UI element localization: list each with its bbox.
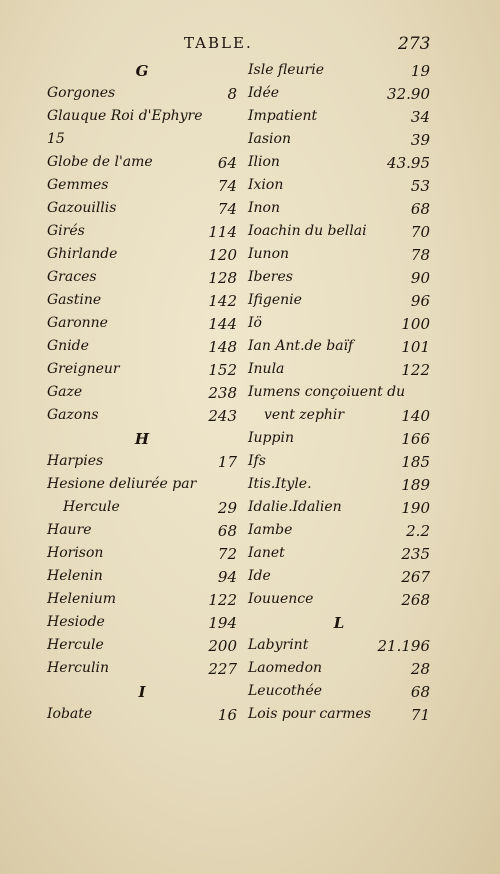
- index-term: Helenin: [47, 568, 103, 584]
- index-term: Iunon: [248, 246, 290, 262]
- index-term: Iambe: [248, 522, 293, 538]
- section-letter: [47, 428, 237, 451]
- index-page-number: 268: [401, 591, 430, 609]
- index-entry: [47, 336, 237, 359]
- index-entry: [47, 221, 237, 244]
- index-page-number: 2.2: [406, 522, 430, 540]
- section-letter-label: I: [138, 683, 146, 701]
- index-page-number: 74: [217, 200, 237, 218]
- index-page-number: 122: [401, 361, 430, 379]
- index-entry: [47, 635, 237, 658]
- index-entry: [248, 336, 430, 359]
- index-entry: [248, 198, 430, 221]
- index-term: Isle fleurie: [248, 62, 325, 78]
- index-term: Herculin: [47, 660, 110, 676]
- index-page-number: 122: [208, 591, 237, 609]
- index-page-number: 185: [401, 453, 430, 471]
- section-letter: [47, 681, 237, 704]
- index-page-number: 128: [208, 269, 237, 287]
- index-term: Iumens conçoiuent du: [248, 384, 406, 400]
- index-page-number: 96: [410, 292, 430, 310]
- index-term: Helenium: [47, 591, 117, 607]
- index-entry: [47, 359, 237, 382]
- index-page-number: 144: [208, 315, 237, 333]
- index-entry: [248, 520, 430, 543]
- index-entry: [47, 520, 237, 543]
- index-entry: [47, 612, 237, 635]
- index-term: Inon: [248, 200, 280, 216]
- index-entry: [248, 129, 430, 152]
- index-page-number: 68: [410, 683, 430, 701]
- index-page-number: 100: [401, 315, 430, 333]
- index-term: Iobate: [47, 706, 93, 722]
- index-page-number: 70: [410, 223, 430, 241]
- index-page-number: 120: [208, 246, 237, 264]
- index-entry: [47, 152, 237, 175]
- index-term: Ide: [248, 568, 271, 584]
- index-column-left: [47, 60, 237, 727]
- index-page-number: 21.196: [377, 637, 430, 655]
- section-letter-label: H: [134, 430, 150, 448]
- index-page-number: 71: [410, 706, 430, 724]
- section-letter-label: L: [333, 614, 345, 632]
- index-term: Leucothée: [248, 683, 323, 699]
- index-entry: [47, 83, 237, 106]
- index-entry: [248, 681, 430, 704]
- index-entry: [248, 382, 430, 405]
- index-page-number: 29: [217, 499, 237, 517]
- index-entry: [248, 83, 430, 106]
- index-page-number: 238: [208, 384, 237, 402]
- index-entry: [47, 589, 237, 612]
- index-term: Itis.Ityle.: [248, 476, 312, 492]
- index-entry: [248, 451, 430, 474]
- index-entry: [47, 497, 237, 520]
- running-header: TABLE.: [184, 34, 253, 52]
- index-term: Ghirlande: [47, 246, 118, 262]
- index-page-number: 194: [208, 614, 237, 632]
- index-entry: [248, 635, 430, 658]
- index-term: Iouuence: [248, 591, 314, 607]
- index-entry: [248, 497, 430, 520]
- index-page-number: 101: [401, 338, 430, 356]
- index-entry: [248, 658, 430, 681]
- index-term: Iasion: [248, 131, 291, 147]
- index-term: Ianet: [248, 545, 285, 561]
- index-page-number: 72: [217, 545, 237, 563]
- index-entry: [248, 543, 430, 566]
- index-entry: [248, 313, 430, 336]
- index-entry: [248, 290, 430, 313]
- index-entry: [248, 566, 430, 589]
- index-term: Gastine: [47, 292, 102, 308]
- index-page-number: 74: [217, 177, 237, 195]
- index-page-number: 152: [208, 361, 237, 379]
- index-page-number: 68: [410, 200, 430, 218]
- index-entry: [47, 658, 237, 681]
- index-term: Glauque Roi d'Ephyre: [47, 108, 203, 124]
- index-page-number: 190: [401, 499, 430, 517]
- index-entry: [248, 60, 430, 83]
- index-term: Iö: [248, 315, 262, 331]
- index-entry: [248, 221, 430, 244]
- index-page-number: 90: [410, 269, 430, 287]
- index-entry: [248, 428, 430, 451]
- index-term: Hercule: [47, 637, 104, 653]
- index-term: Impatient: [248, 108, 318, 124]
- index-page-number: 78: [410, 246, 430, 264]
- index-entry: [248, 474, 430, 497]
- index-term: Haure: [47, 522, 92, 538]
- index-term: Garonne: [47, 315, 108, 331]
- index-page-number: 267: [401, 568, 430, 586]
- index-page-number: 68: [217, 522, 237, 540]
- index-page-number: 142: [208, 292, 237, 310]
- section-letter: [47, 60, 237, 83]
- index-term: Lois pour carmes: [248, 706, 372, 722]
- index-page-number: 189: [401, 476, 430, 494]
- index-entry: [47, 474, 237, 497]
- index-page-number: 8: [227, 85, 237, 103]
- index-term: Inula: [248, 361, 285, 377]
- index-entry: [248, 405, 430, 428]
- index-entry: [248, 152, 430, 175]
- index-entry: [47, 704, 237, 727]
- index-page-number: 28: [410, 660, 430, 678]
- index-term: Idalie.Idalien: [248, 499, 342, 515]
- index-entry: [248, 106, 430, 129]
- index-entry: [47, 566, 237, 589]
- index-term: Ifigenie: [248, 292, 302, 308]
- index-entry: [47, 543, 237, 566]
- index-page-number: 32.90: [387, 85, 430, 103]
- index-column-right: [248, 60, 430, 727]
- index-term: Graces: [47, 269, 97, 285]
- index-term: Hesiode: [47, 614, 105, 630]
- index-term: 15: [47, 131, 65, 147]
- index-term: Ifs: [248, 453, 266, 469]
- index-page-number: 140: [401, 407, 430, 425]
- index-entry: [47, 313, 237, 336]
- index-term: Iberes: [248, 269, 293, 285]
- index-term: Gemmes: [47, 177, 109, 193]
- index-entry: [248, 359, 430, 382]
- index-term: Ilion: [248, 154, 280, 170]
- index-term: Labyrint: [248, 637, 309, 653]
- section-letter-label: G: [135, 62, 149, 80]
- index-page-number: 64: [217, 154, 237, 172]
- index-term: Hercule: [63, 499, 120, 515]
- index-page-number: 16: [217, 706, 237, 724]
- index-term: Gaze: [47, 384, 83, 400]
- index-term: vent zephir: [264, 407, 345, 423]
- index-entry: [47, 382, 237, 405]
- index-entry: [47, 290, 237, 313]
- index-entry: [47, 198, 237, 221]
- index-page-number: 34: [410, 108, 430, 126]
- index-entry: [248, 175, 430, 198]
- index-entry: [248, 589, 430, 612]
- page-number: 273: [398, 34, 431, 54]
- index-page-number: 227: [208, 660, 237, 678]
- index-term: Horison: [47, 545, 104, 561]
- index-entry: [47, 244, 237, 267]
- index-term: Gorgones: [47, 85, 116, 101]
- index-term: Iuppin: [248, 430, 294, 446]
- index-term: Gnide: [47, 338, 89, 354]
- index-entry: [47, 267, 237, 290]
- index-term: Ian Ant.de baïf: [248, 338, 354, 354]
- index-page-number: 114: [208, 223, 237, 241]
- index-page-number: 243: [208, 407, 237, 425]
- index-term: Idée: [248, 85, 280, 101]
- index-entry: [47, 405, 237, 428]
- index-term: Ioachin du bellai: [248, 223, 367, 239]
- index-term: Hesione deliurée par: [47, 476, 197, 492]
- index-term: Laomedon: [248, 660, 323, 676]
- index-term: Greigneur: [47, 361, 120, 377]
- index-entry: [248, 267, 430, 290]
- index-page-number: 43.95: [387, 154, 430, 172]
- index-entry: [47, 129, 237, 152]
- index-term: Harpies: [47, 453, 104, 469]
- index-entry: [47, 451, 237, 474]
- index-page-number: 148: [208, 338, 237, 356]
- section-letter: [248, 612, 430, 635]
- index-page-number: 235: [401, 545, 430, 563]
- index-page-number: 17: [217, 453, 237, 471]
- index-page-number: 19: [410, 62, 430, 80]
- index-page-number: 39: [410, 131, 430, 149]
- index-entry: [47, 106, 237, 129]
- index-page-number: 94: [217, 568, 237, 586]
- index-page-number: 200: [208, 637, 237, 655]
- index-entry: [248, 244, 430, 267]
- index-page-number: 166: [401, 430, 430, 448]
- index-page-number: 53: [410, 177, 430, 195]
- index-term: Gazons: [47, 407, 99, 423]
- index-term: Globe de l'ame: [47, 154, 153, 170]
- index-entry: [248, 704, 430, 727]
- index-entry: [47, 175, 237, 198]
- index-term: Girés: [47, 223, 85, 239]
- index-term: Ixion: [248, 177, 284, 193]
- index-term: Gazouillis: [47, 200, 117, 216]
